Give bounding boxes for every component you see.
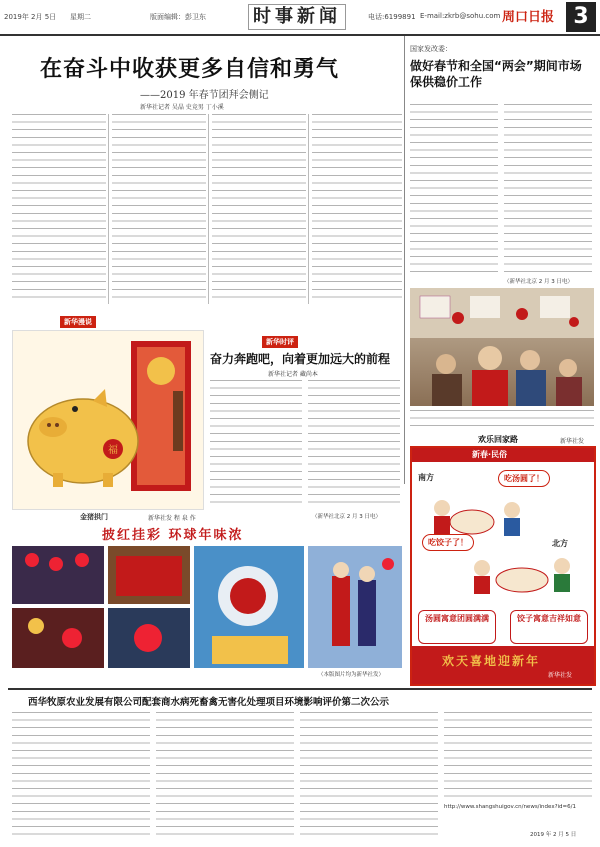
notice-date: 2019 年 2 月 5 日 (530, 832, 577, 838)
cartoon-bubble-dumplings: 吃饺子了！ (422, 534, 474, 551)
cartoon-caption: 金猪拱门 (80, 513, 108, 521)
festival-title: 披红挂彩 环球年味浓 (102, 528, 244, 543)
column-rule (108, 114, 109, 304)
column-rule (308, 114, 309, 304)
train-photo-caption: 欢乐回家路 (478, 435, 518, 444)
right-kicker: 国家发改委： (410, 45, 452, 53)
cartoon-bubble-tangyuan: 吃汤圆了！ (498, 470, 550, 487)
golden-pig-drawing (13, 331, 203, 509)
header-date: 2019年 2月 5日 (4, 13, 57, 21)
new-year-cartoon (410, 446, 596, 686)
cartoon-panel-jiaozi: 饺子寓意吉祥如意 (510, 610, 588, 644)
notice-title: 西华牧原农业发展有限公司配套商水病死畜禽无害化处理项目环境影响评价第二次公示 (28, 697, 390, 708)
festival-collage-drawing (12, 546, 402, 668)
lead-body-col3 (212, 114, 306, 304)
lead-body-col1 (12, 114, 106, 304)
notice-body-col3 (300, 712, 438, 836)
notice-body-col4 (444, 712, 592, 802)
notice-contact-site[interactable]: http://www.shangshuigov.cn/news/index?id=6/1 (444, 804, 576, 810)
cartoon-region-south: 南方 (418, 473, 434, 482)
notice-body-col2 (156, 712, 294, 836)
cartoon-banner (412, 448, 594, 462)
lead-body-col2 (112, 114, 206, 304)
newspaper-logo: 周口日报 (502, 10, 555, 25)
commentary-footer: （新华社北京 2 月 3 日电） (312, 514, 381, 520)
svg-text:福: 福 (108, 445, 118, 456)
notice-body-col1 (12, 712, 150, 836)
right-title: 做好春节和全国“两会”期间市场保供稳价工作 (410, 59, 582, 89)
lead-title: 在奋斗中收获更多自信和勇气 (40, 56, 340, 82)
commentary-body-col1 (210, 380, 302, 508)
column-divider (404, 36, 405, 484)
train-photo-illustration (410, 288, 594, 406)
commentary-body-col2 (308, 380, 400, 508)
header-editor: 版面编辑：彭卫东 (150, 13, 206, 21)
header-weekday: 星期二 (70, 13, 91, 21)
festival-photo-credit: （本版图片均为新华社发） (318, 672, 385, 678)
commentary-byline: 新华社记者 藏尚本 (268, 371, 318, 378)
cartoon-banner-label: 新春·民俗 (472, 450, 508, 459)
right-body-col1 (410, 104, 498, 274)
right-footer: （新华社北京 2 月 3 日电） (504, 279, 573, 285)
lead-body-col4 (312, 114, 402, 304)
cartoon-panel-tangyuan: 汤圆寓意团圆满满 (418, 610, 496, 644)
cartoon-tag: 新华漫说 (60, 316, 96, 328)
lead-byline: 新华社记者 吴晶 史竞男 丁小溪 (140, 104, 224, 111)
section-title: 时事新闻 (248, 4, 346, 30)
header-email: E-mail:zkrb@sohu.com (420, 12, 501, 20)
cartoon-family-drawing (412, 488, 594, 608)
header-phone: 电话:6199891 (368, 13, 416, 21)
cartoon-footer-credit: 新华社发 (548, 672, 573, 679)
cartoon-region-north: 北方 (552, 539, 568, 548)
cartoon-footer-bar (412, 646, 594, 684)
festival-title-bar (12, 524, 402, 542)
cartoon-footer: 欢天喜地迎新年 (442, 654, 541, 668)
page-number: 3 (566, 2, 596, 32)
column-rule (208, 114, 209, 304)
cartoon-credit: 新华社发 程 泉 作 (148, 515, 196, 522)
festival-photo-collage (12, 546, 402, 668)
commentary-title: 奋力奔跑吧，向着更加远大的前程 (210, 352, 391, 366)
golden-pig-illustration (12, 330, 204, 510)
train-photo-credit: 新华社发 (560, 438, 585, 445)
commentary-tag: 新华时评 (262, 336, 298, 348)
train-photo-note (410, 410, 594, 430)
lead-subtitle: ——2019 年春节团拜会侧记 (140, 90, 269, 101)
right-body-col2 (504, 104, 592, 274)
train-photo (410, 288, 594, 406)
